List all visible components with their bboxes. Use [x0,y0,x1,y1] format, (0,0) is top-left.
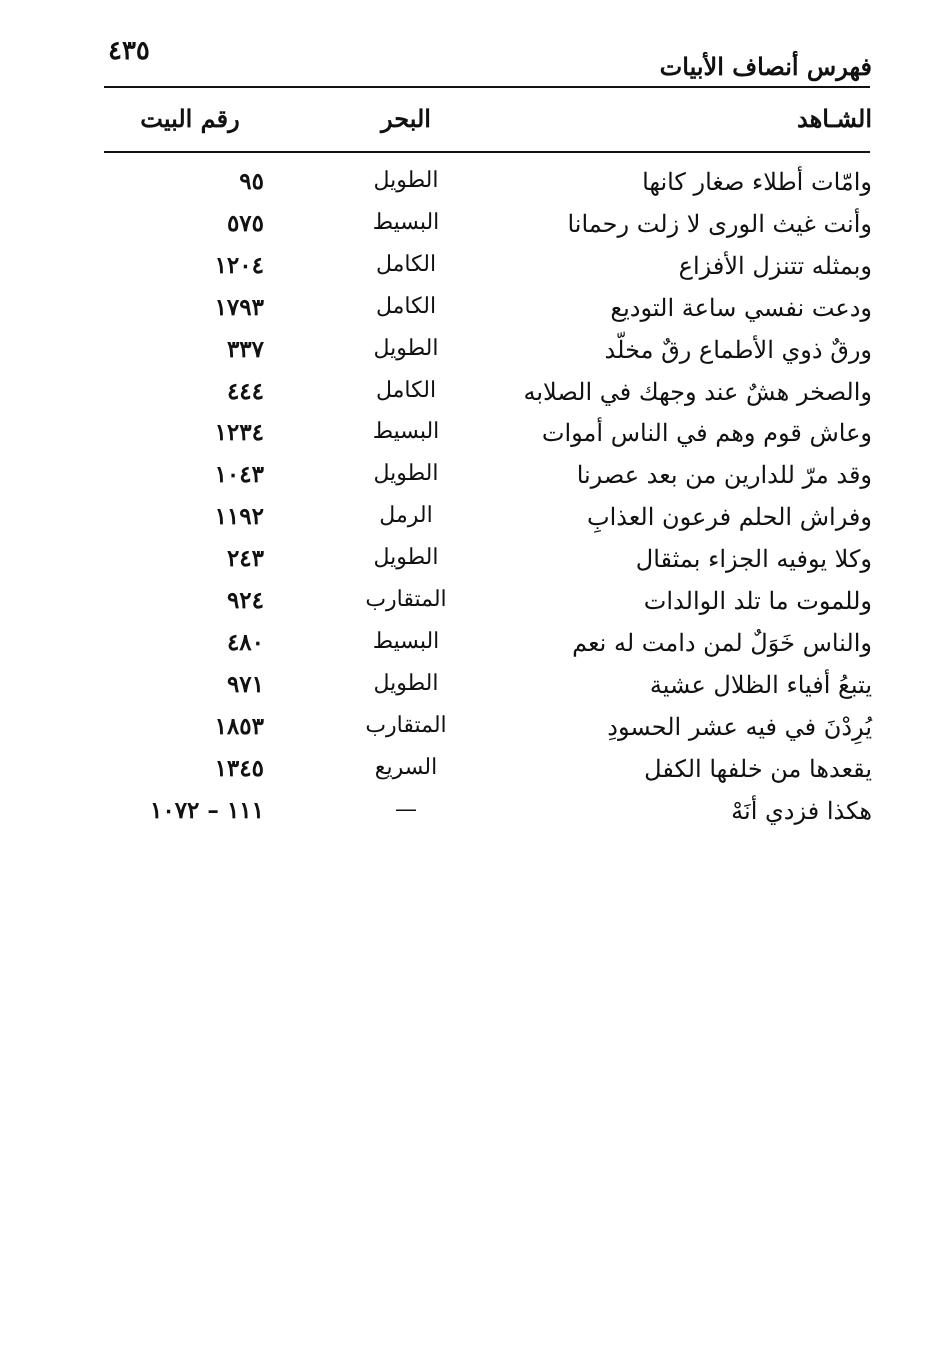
meter-cell: البسيط [372,209,440,235]
table-row [0,713,936,755]
number-cell: ٤٨٠ [226,628,264,656]
meter-cell: الكامل [375,293,437,319]
number-cell: ٩٥ [239,168,264,195]
table-row [0,294,936,336]
number-cell: ١٢٠٤ [214,251,264,279]
table-row [0,587,936,629]
number-cell: ٣٣٧ [226,335,264,363]
number-cell: ١٢٣٤ [214,419,264,447]
verse-cell: يقعدها من خلفها الكفل [644,754,872,783]
running-title: فهرس أنصاف الأبيات [659,52,872,81]
table-row [0,797,936,839]
table-row [0,210,936,252]
table-row [0,503,936,545]
verse-cell: وكلا يوفيه الجزاء بمثقال [635,545,872,574]
meter-cell: الطويل [373,335,439,361]
verse-cell: والناس خَوَلٌ لمن دامت له نعم [572,628,872,657]
number-cell: ٩٧١ [226,670,264,698]
table-row [0,378,936,420]
meter-cell: الطويل [373,545,439,571]
verse-cell: وعاش قوم وهم في الناس أموات [541,419,872,448]
meter-cell: الطويل [373,461,439,487]
verse-cell: والصخر هشٌ عند وجهك في الصلابه [523,377,872,406]
number-cell: ١٧٩٣ [214,293,264,321]
verse-cell: وقد مرّ للدارين من بعد عصرنا [576,461,872,490]
table-row [0,419,936,461]
meter-cell: الرمل [379,503,433,529]
verse-cell: وفراش الحلم فرعون العذابِ [586,503,872,532]
table-row [0,671,936,713]
number-cell: ٢٤٣ [226,545,264,573]
meter-cell: الطويل [373,168,439,193]
meter-cell: — [395,796,417,822]
number-cell: ١٨٥٣ [214,712,264,740]
meter-cell: الكامل [375,377,437,403]
meter-cell: الكامل [375,251,437,277]
number-column-header: رقم البيت [140,104,240,133]
number-cell: ٥٧٥ [226,209,264,237]
verse-cell: يُرِدْنَ في فيه عشر الحسودِ [607,712,872,741]
page-number: ٤٣٥ [108,36,150,66]
number-cell: ١٣٤٥ [214,754,264,782]
number-cell: ١٠٤٣ [214,461,264,489]
number-cell: ٤٤٤ [226,377,264,405]
number-cell: ١١١ – ١٠٧٢ [150,796,264,824]
table-row [0,252,936,294]
number-cell: ٩٢٤ [226,587,264,614]
table-row [0,336,936,378]
meter-cell: السريع [374,754,438,780]
meter-cell: المتقارب [365,587,447,612]
table-row [0,545,936,587]
header-bottom-rule [104,151,870,153]
verse-cell: يتبعُ أفياء الظلال عشية [649,670,872,699]
verse-cell: هكذا فزدي أنَهْ [731,796,872,825]
meter-cell: الطويل [373,670,439,696]
verse-cell: وللموت ما تلد الوالدات [643,587,872,615]
number-cell: ١١٩٢ [214,503,264,531]
table-row [0,461,936,503]
table-row [0,755,936,797]
meter-cell: البسيط [372,628,440,654]
verse-cell: وامّات أطلاء صغار كانها [642,168,872,196]
verse-cell: ودعت نفسي ساعة التوديع [610,293,872,322]
meter-cell: البسيط [372,419,440,445]
meter-column-header: البحر [381,104,431,133]
meter-cell: المتقارب [365,712,447,738]
table-row [0,629,936,671]
verse-cell: وأنت غيث الورى لا زلت رحمانا [567,209,872,238]
verse-cell: ورقٌ ذوي الأطماع رقٌ مخلّد [604,335,872,364]
verse-column-header: الشـاهد [797,104,872,133]
table-row [0,168,936,210]
header-top-rule [104,86,870,88]
verse-cell: وبمثله تتنزل الأفزاع [678,251,872,280]
